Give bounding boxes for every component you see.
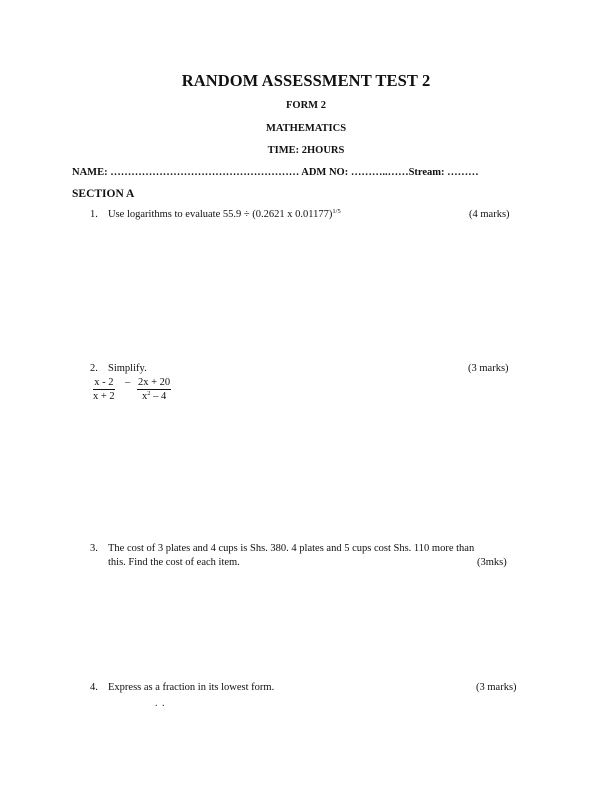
- section-heading: SECTION A: [72, 188, 135, 200]
- question-text-line-2: this. Find the cost of each item.: [108, 557, 240, 568]
- question-number: 3.: [90, 543, 98, 554]
- marks-label: (3mks): [477, 557, 507, 568]
- name-admission-line: NAME: ……………………………………………… ADM NO: ………..……Stream: ………: [72, 167, 479, 178]
- fraction-1-numerator: x - 2: [94, 377, 114, 388]
- subject-label: MATHEMATICS: [265, 123, 347, 134]
- question-text: [108, 209, 341, 220]
- fraction-2: [137, 377, 171, 403]
- test-title: RANDOM ASSESSMENT TEST 2: [181, 71, 431, 90]
- fraction-2-numerator: 2x + 20: [138, 377, 171, 388]
- marks-label: (4 marks): [469, 209, 510, 220]
- denominator-exponent: 2: [147, 390, 151, 397]
- question-text-line-1: The cost of 3 plates and 4 cups is Shs. 380. 4 plates and 5 cups cost Shs. 110 more than: [108, 543, 475, 554]
- fraction-2-denominator: [137, 390, 171, 403]
- denominator-rest: – 4: [150, 391, 167, 402]
- fraction-dots: . .: [155, 698, 166, 709]
- question-number: 1.: [90, 209, 98, 220]
- form-label: FORM 2: [286, 100, 326, 111]
- marks-label: (3 marks): [476, 682, 517, 693]
- question-text: Express as a fraction in its lowest form.: [108, 682, 275, 693]
- exponent: 1/5: [332, 208, 341, 215]
- marks-label: (3 marks): [468, 363, 509, 374]
- fraction-1-denominator: x + 2: [93, 391, 115, 402]
- question-text: Simplify.: [108, 363, 147, 374]
- fraction-1: [93, 377, 115, 403]
- time-label: TIME: 2HOURS: [267, 145, 345, 156]
- question-number: 2.: [90, 363, 98, 374]
- denominator-base: x: [141, 391, 148, 402]
- question-number: 4.: [90, 682, 98, 693]
- minus-operator: –: [125, 377, 131, 388]
- question-1-text: Use logarithms to evaluate 55.9 ÷ (0.2621 x 0.01177): [108, 209, 333, 220]
